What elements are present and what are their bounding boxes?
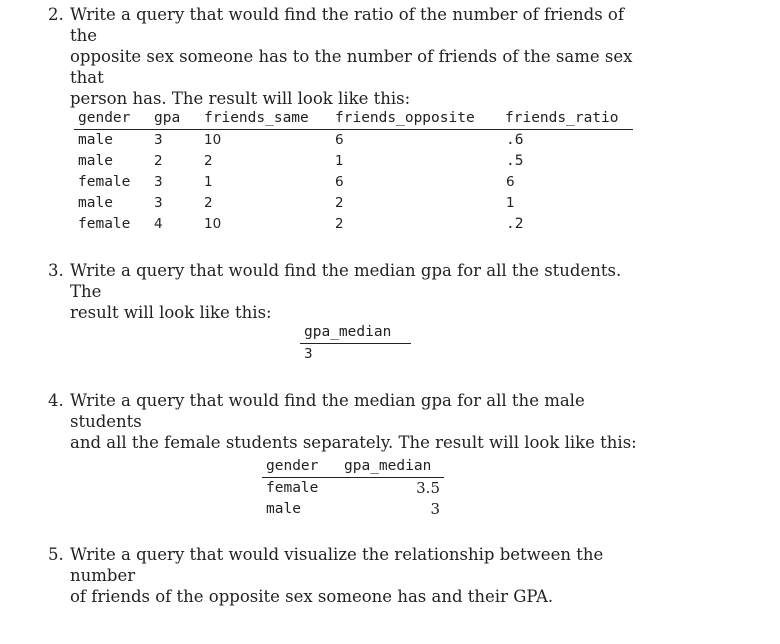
table-header-row <box>262 456 444 478</box>
col-header-gender: gender <box>262 456 340 478</box>
col-header-gpa-median: gpa_median <box>340 456 444 478</box>
table-row: 3 <box>304 346 313 362</box>
friends-ratio-table <box>74 108 633 235</box>
table-row: male 2 2 1 .5 <box>78 153 524 169</box>
table-row: female 3 1 6 6 <box>78 174 515 190</box>
table-header-row <box>74 108 633 130</box>
table-row: male 3 2 2 1 <box>78 195 515 211</box>
gpa-median-table <box>300 322 411 365</box>
gpa-median-by-gender-table <box>262 456 444 520</box>
col-header-gender: gender <box>74 108 150 130</box>
table-row: female 3.5 <box>266 479 440 497</box>
question-number: 5. <box>48 545 64 564</box>
question-3 <box>48 260 648 323</box>
col-header-friends-ratio: friends_ratio <box>501 108 633 130</box>
table-header-row <box>300 322 411 344</box>
question-number: 3. <box>48 261 64 280</box>
table-row: male 3 <box>266 500 440 518</box>
question-number: 2. <box>48 5 64 24</box>
question-text: Write a query that would find the median gpa for all the students. The result will look like this: <box>70 261 622 322</box>
question-text: Write a query that would visualize the relationship between the number of friends of the opposite sex someone has and their GPA. <box>70 545 604 606</box>
question-5 <box>48 544 648 607</box>
col-header-gpa: gpa <box>150 108 200 130</box>
question-4 <box>48 390 648 453</box>
col-header-friends-same: friends_same <box>200 108 331 130</box>
table-row: female 4 10 2 .2 <box>78 216 524 232</box>
col-header-gpa-median: gpa_median <box>300 322 411 344</box>
col-header-friends-opposite: friends_opposite <box>331 108 501 130</box>
question-2 <box>48 4 648 109</box>
question-number: 4. <box>48 391 64 410</box>
table-row: male 3 10 6 .6 <box>78 132 524 148</box>
question-text: Write a query that would find the ratio of the number of friends of the opposite sex someone has to the number of friends of the same sex that person has. The result will look like this: <box>70 5 633 108</box>
question-text: Write a query that would find the median gpa for all the male students and all the female students separately. The result will look like this: <box>70 391 637 452</box>
